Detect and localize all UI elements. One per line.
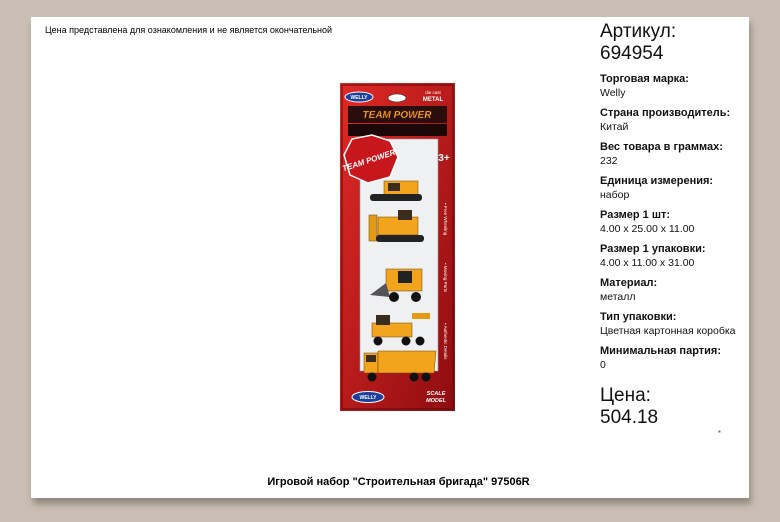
product-image: [340, 83, 455, 411]
team-power-burst-text: TEAM POWER: [341, 147, 397, 174]
spec-value: Цветная картонная коробка: [600, 325, 736, 337]
metal-label: METAL: [422, 97, 444, 103]
product-title: Игровой набор "Строительная бригада" 97506R: [267, 476, 530, 488]
brand-logo: [345, 92, 373, 102]
price-value: 504.18: [600, 407, 659, 428]
spec-label: Вес товара в граммах:: [600, 141, 723, 153]
spec-label: Единица измерения:: [600, 175, 714, 187]
spec-label: Размер 1 упаковки:: [600, 243, 706, 255]
die-cast-label: die cast: [425, 90, 441, 95]
brand-logo-text: WELLY: [350, 95, 368, 101]
feature-text-1: • Free Wheeling: [443, 203, 448, 236]
spec-label: Тип упаковки:: [600, 311, 677, 323]
die-cast-badge: [423, 90, 444, 103]
product-sheet: [31, 17, 749, 498]
price-disclaimer: Цена представлена для ознакомления и не является окончательной: [45, 25, 333, 35]
spec-label: Материал:: [600, 277, 658, 289]
spec-label: Минимальная партия:: [600, 345, 721, 357]
spec-value: 4.00 x 25.00 x 11.00: [600, 223, 695, 235]
model-label: MODEL: [426, 398, 446, 404]
spec-value: Welly: [600, 87, 626, 99]
spec-label: Размер 1 шт:: [600, 209, 671, 221]
article-value: 694954: [600, 43, 664, 64]
spec-label: Страна производитель:: [600, 107, 731, 119]
spec-value: набор: [600, 189, 630, 201]
spec-value: 0: [600, 359, 606, 371]
team-power-banner: TEAM POWER: [362, 110, 432, 121]
bottom-brand-text: WELLY: [359, 395, 377, 401]
feature-text-3: • Authentic Details: [443, 323, 448, 360]
spec-list: [600, 73, 750, 371]
decorative-dot: ▪: [718, 427, 721, 436]
scale-label: SCALE: [426, 391, 446, 397]
product-info: [600, 21, 750, 429]
spec-label: Торговая марка:: [600, 73, 689, 85]
feature-text-2: • Moving Parts: [443, 263, 448, 293]
spec-value: 232: [600, 155, 618, 167]
spec-value: металл: [600, 291, 636, 303]
spec-value: Китай: [600, 121, 629, 133]
article-label: Артикул:: [600, 21, 677, 42]
price-block: [600, 385, 750, 429]
price-label: Цена:: [600, 385, 651, 406]
spec-value: 4.00 x 11.00 x 31.00: [600, 257, 695, 269]
age-label: 3+: [438, 153, 450, 164]
